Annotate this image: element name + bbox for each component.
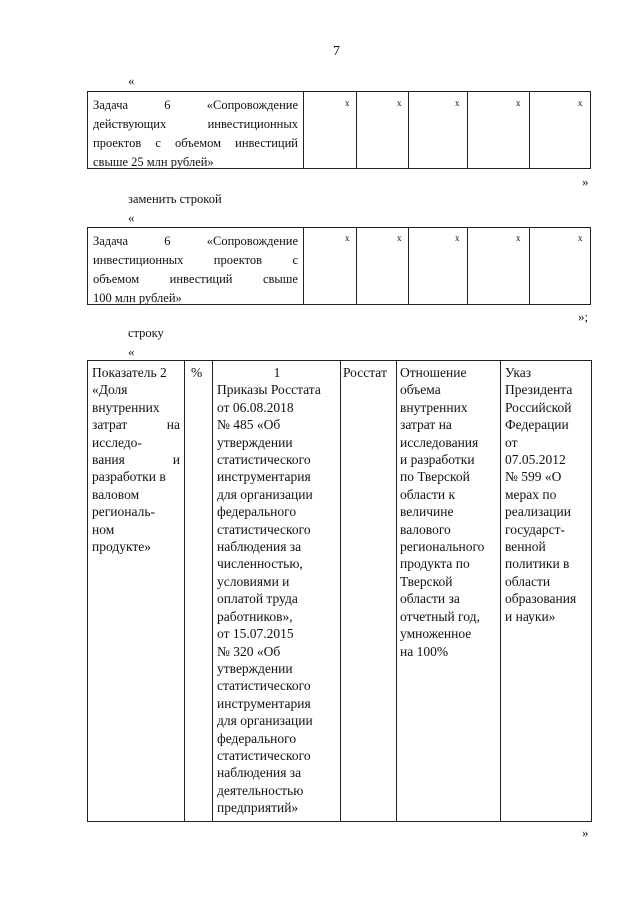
- table-2-cell: x: [516, 233, 521, 243]
- table-3-responsible: Росстат: [343, 365, 387, 380]
- table-1-row-label: [93, 96, 298, 172]
- table-3-basis-line: 07.05.2012: [505, 452, 566, 468]
- table-2-label-line: Задача 6 «Сопровождение: [93, 234, 298, 248]
- close-quote-2: »;: [578, 309, 589, 324]
- table-3-source-line: предприятий»: [217, 800, 299, 816]
- table-3-indicator-line: продукте»: [92, 539, 151, 555]
- table-3-method-line: валового: [400, 521, 451, 537]
- table-3-method: [400, 364, 498, 660]
- open-quote-3: «: [128, 344, 135, 359]
- table-1-cell: x: [455, 98, 460, 108]
- table-3-basis-line: и науки»: [505, 608, 556, 624]
- table-3-indicator-line: «Доля: [92, 382, 128, 398]
- table-1-label-line: Задача 6 «Сопровождение: [93, 98, 298, 112]
- table-3-method-line: затрат на: [400, 417, 452, 433]
- open-quote-1: «: [128, 73, 135, 88]
- table-3-method-line: области за: [400, 591, 460, 607]
- table-3-method-line: по Тверской: [400, 469, 470, 485]
- table-2-label-line: инвестиционных проектов с: [93, 253, 298, 267]
- table-3-source-line: № 320 «Об: [217, 643, 281, 659]
- table-3-indicator-line: затрат на: [92, 417, 180, 433]
- table-1-label-line: действующих инвестиционных: [93, 117, 298, 131]
- table-3-basis-line: образования: [505, 591, 577, 607]
- table-3-basis: [505, 364, 591, 625]
- table-2-row-label: [93, 232, 298, 308]
- table-3-basis-line: венной: [505, 539, 546, 555]
- table-3-basis-line: № 599 «О: [505, 469, 562, 485]
- table-3-source-line: инструментария: [217, 469, 311, 485]
- table-3-basis-line: области: [505, 573, 551, 589]
- table-3-source-line: численностью,: [217, 556, 303, 572]
- table-3-source-line: утверждении: [217, 660, 293, 676]
- table-3-unit: %: [191, 365, 203, 380]
- table-3-source-line: статистического: [217, 521, 311, 537]
- table-3-indicator: [92, 364, 180, 555]
- table-3-source-line: статистического: [217, 747, 311, 763]
- table-3-source-line: наблюдения за: [217, 539, 302, 555]
- table-3-basis-line: реализации: [505, 504, 571, 520]
- table-3-basis-line: политики в: [505, 556, 570, 572]
- table-3-method-line: внутренних: [400, 399, 468, 415]
- table-3-indicator-line: ном: [92, 521, 115, 537]
- table-1-cell: x: [578, 98, 583, 108]
- table-3-source-line: от 15.07.2015: [217, 626, 294, 642]
- table-1-label-line: свыше 25 млн рублей»: [93, 155, 214, 169]
- table-3-basis-line: Президента: [505, 382, 573, 398]
- replace-text: заменить строкой: [128, 192, 222, 206]
- row-text: строку: [128, 326, 164, 340]
- table-1-cell: x: [397, 98, 402, 108]
- table-3-source: [217, 364, 337, 817]
- table-3-source-line: Приказы Росстата: [217, 382, 321, 398]
- table-3-method-line: на 100%: [400, 643, 449, 659]
- table-3-method-line: величине: [400, 504, 454, 520]
- table-3-source-line: оплатой труда: [217, 591, 298, 607]
- open-quote-2: «: [128, 210, 135, 225]
- table-3-source-line: федерального: [217, 504, 297, 520]
- table-3-method-line: умноженное: [400, 626, 472, 642]
- table-3-source-line: статистического: [217, 452, 311, 468]
- table-1-cell: x: [516, 98, 521, 108]
- table-3-source-line: для организации: [217, 713, 313, 729]
- table-3-basis-line: Указ: [505, 365, 532, 380]
- table-3-source-line: утверждении: [217, 434, 293, 450]
- table-3-method-line: отчетный год,: [400, 608, 480, 624]
- table-3-source-line: наблюдения за: [217, 765, 302, 781]
- table-3-basis-line: Федерации: [505, 417, 569, 433]
- page-number: 7: [333, 44, 340, 59]
- table-3-method-line: регионального: [400, 539, 485, 555]
- close-quote-1: »: [582, 174, 589, 189]
- table-3-indicator-line: Показатель 2: [92, 365, 167, 380]
- table-3-method-line: продукта по: [400, 556, 470, 572]
- table-3-indicator-line: внутренних: [92, 399, 160, 415]
- table-2-cell: x: [345, 233, 350, 243]
- close-quote-3: »: [582, 825, 589, 840]
- table-3-basis-line: государст-: [505, 521, 565, 537]
- table-3-source-line: № 485 «Об: [217, 417, 281, 433]
- table-2-label-line: 100 млн рублей»: [93, 291, 182, 305]
- table-1-label-line: проектов с объемом инвестиций: [93, 136, 298, 150]
- table-3-method-line: объема: [400, 382, 441, 398]
- table-3-source-line: для организации: [217, 486, 313, 502]
- table-2-cell: x: [397, 233, 402, 243]
- table-2-cell: x: [578, 233, 583, 243]
- table-3-indicator-line: валовом: [92, 486, 140, 502]
- table-3-indicator-line: разработки в: [92, 469, 166, 485]
- table-3-source-line: статистического: [217, 678, 311, 694]
- table-2-cell: x: [455, 233, 460, 243]
- table-3-method-line: Отношение: [400, 365, 467, 380]
- table-3-basis-line: от: [505, 434, 518, 450]
- table-3-basis-line: мерах по: [505, 486, 557, 502]
- table-3-method-line: области к: [400, 486, 456, 502]
- table-3-source-line: условиями и: [217, 573, 290, 589]
- table-3-indicator-line: региональ-: [92, 504, 155, 520]
- table-3-method-line: Тверской: [400, 573, 453, 589]
- table-3-source-line: федерального: [217, 730, 297, 746]
- table-3-source-line: работников»,: [217, 608, 293, 624]
- table-3-indicator-line: вания и: [92, 452, 180, 468]
- table-2-label-line: объемом инвестиций свыше: [93, 272, 298, 286]
- table-3-method-line: и разработки: [400, 452, 475, 468]
- table-3-basis-line: Российской: [505, 399, 572, 415]
- table-1-cell: x: [345, 98, 350, 108]
- table-3-indicator-line: исследо-: [92, 434, 142, 450]
- table-3-source-line: от 06.08.2018: [217, 399, 294, 415]
- table-3-source-line: деятельностью: [217, 782, 304, 798]
- table-3-method-line: исследования: [400, 434, 479, 450]
- table-3-source-line: инструментария: [217, 695, 311, 711]
- table-3-source-number: 1: [273, 365, 281, 380]
